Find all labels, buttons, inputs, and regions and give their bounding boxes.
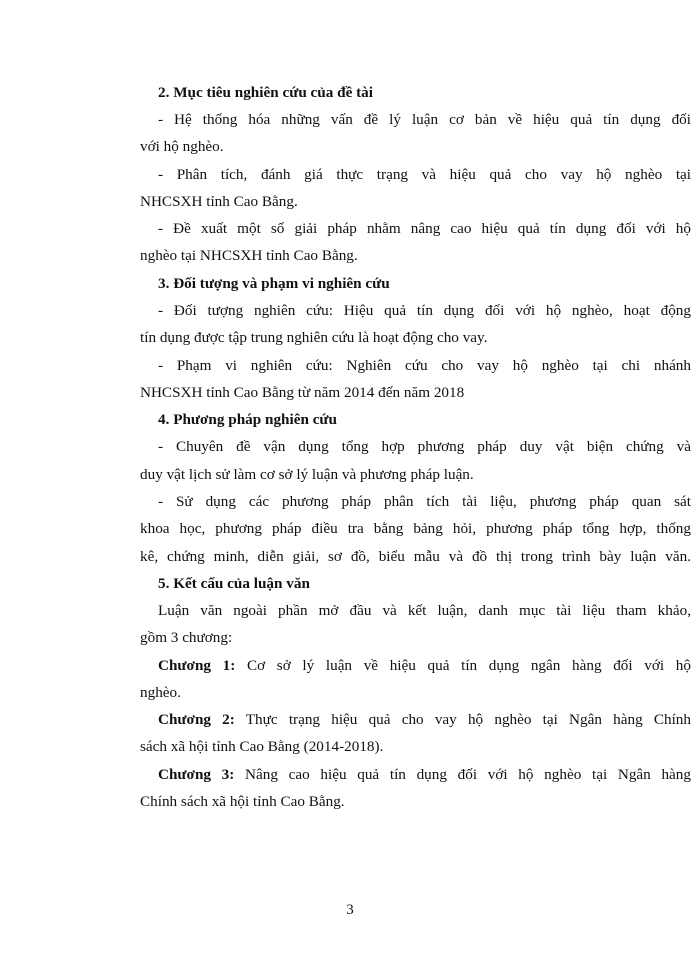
chapter-title: Cơ sở lý luận về hiệu quả tín dụng ngân hàng đối với hộ	[235, 657, 691, 674]
paragraph-line: NHCSXH tỉnh Cao Bằng từ năm 2014 đến năm 2018	[140, 384, 465, 401]
paragraph-line: - Sử dụng các phương pháp phân tích tài liệu, phương pháp quan sát	[158, 493, 691, 510]
paragraph-line: với hộ nghèo.	[140, 138, 224, 155]
paragraph-line: duy vật lịch sử làm cơ sở lý luận và phương pháp luận.	[140, 466, 474, 483]
paragraph-line: NHCSXH tỉnh Cao Bằng.	[140, 193, 298, 210]
chapter-label: Chương 1:	[158, 657, 236, 674]
paragraph-line: - Đề xuất một số giải pháp nhằm nâng cao hiệu quả tín dụng đối với hộ	[158, 220, 691, 237]
paragraph-line: - Hệ thống hóa những vấn đề lý luận cơ bản về hiệu quả tín dụng đối	[158, 111, 691, 128]
section-heading-scope: 3. Đối tượng và phạm vi nghiên cứu	[158, 275, 390, 292]
section-heading-objectives: 2. Mục tiêu nghiên cứu của đề tài	[158, 84, 373, 101]
chapter-label: Chương 3:	[158, 766, 235, 783]
paragraph-line: - Phân tích, đánh giá thực trạng và hiệu quả cho vay hộ nghèo tại	[158, 166, 691, 183]
chapter-label: Chương 2:	[158, 711, 235, 728]
paragraph-line: - Phạm vi nghiên cứu: Nghiên cứu cho vay hộ nghèo tại chi nhánh	[158, 357, 691, 374]
paragraph-line: nghèo tại NHCSXH tỉnh Cao Bằng.	[140, 247, 358, 264]
chapter-title: Nâng cao hiệu quả tín dụng đối với hộ nghèo tại Ngân hàng	[234, 766, 691, 783]
chapter-title: Thực trạng hiệu quả cho vay hộ nghèo tại Ngân hàng Chính	[234, 711, 691, 728]
chapter-1-line	[158, 656, 691, 676]
paragraph-line: sách xã hội tỉnh Cao Bằng (2014-2018).	[140, 738, 384, 755]
chapter-3-line	[158, 765, 691, 785]
paragraph-line: Chính sách xã hội tỉnh Cao Bằng.	[140, 793, 345, 810]
paragraph-line: - Đối tượng nghiên cứu: Hiệu quả tín dụng đối với hộ nghèo, hoạt động	[158, 302, 691, 319]
paragraph-line: nghèo.	[140, 684, 181, 701]
paragraph-line: - Chuyên đề vận dụng tổng hợp phương pháp duy vật biện chứng và	[158, 438, 691, 455]
page-number: 3	[346, 902, 354, 918]
chapter-2-line	[158, 710, 691, 730]
paragraph-line: Luận văn ngoài phần mở đầu và kết luận, danh mục tài liệu tham khảo,	[158, 602, 691, 619]
section-heading-methods: 4. Phương pháp nghiên cứu	[158, 411, 337, 428]
paragraph-line: gồm 3 chương:	[140, 629, 233, 646]
paragraph-line: khoa học, phương pháp điều tra bằng bảng hỏi, phương pháp tổng hợp, thống	[140, 520, 691, 537]
paragraph-line: kê, chứng minh, diễn giải, sơ đồ, biểu mẫu và đồ thị trong trình bày luận văn.	[140, 548, 691, 565]
paragraph-line: tín dụng được tập trung nghiên cứu là hoạt động cho vay.	[140, 329, 488, 346]
section-heading-structure: 5. Kết cấu của luận văn	[158, 575, 310, 592]
